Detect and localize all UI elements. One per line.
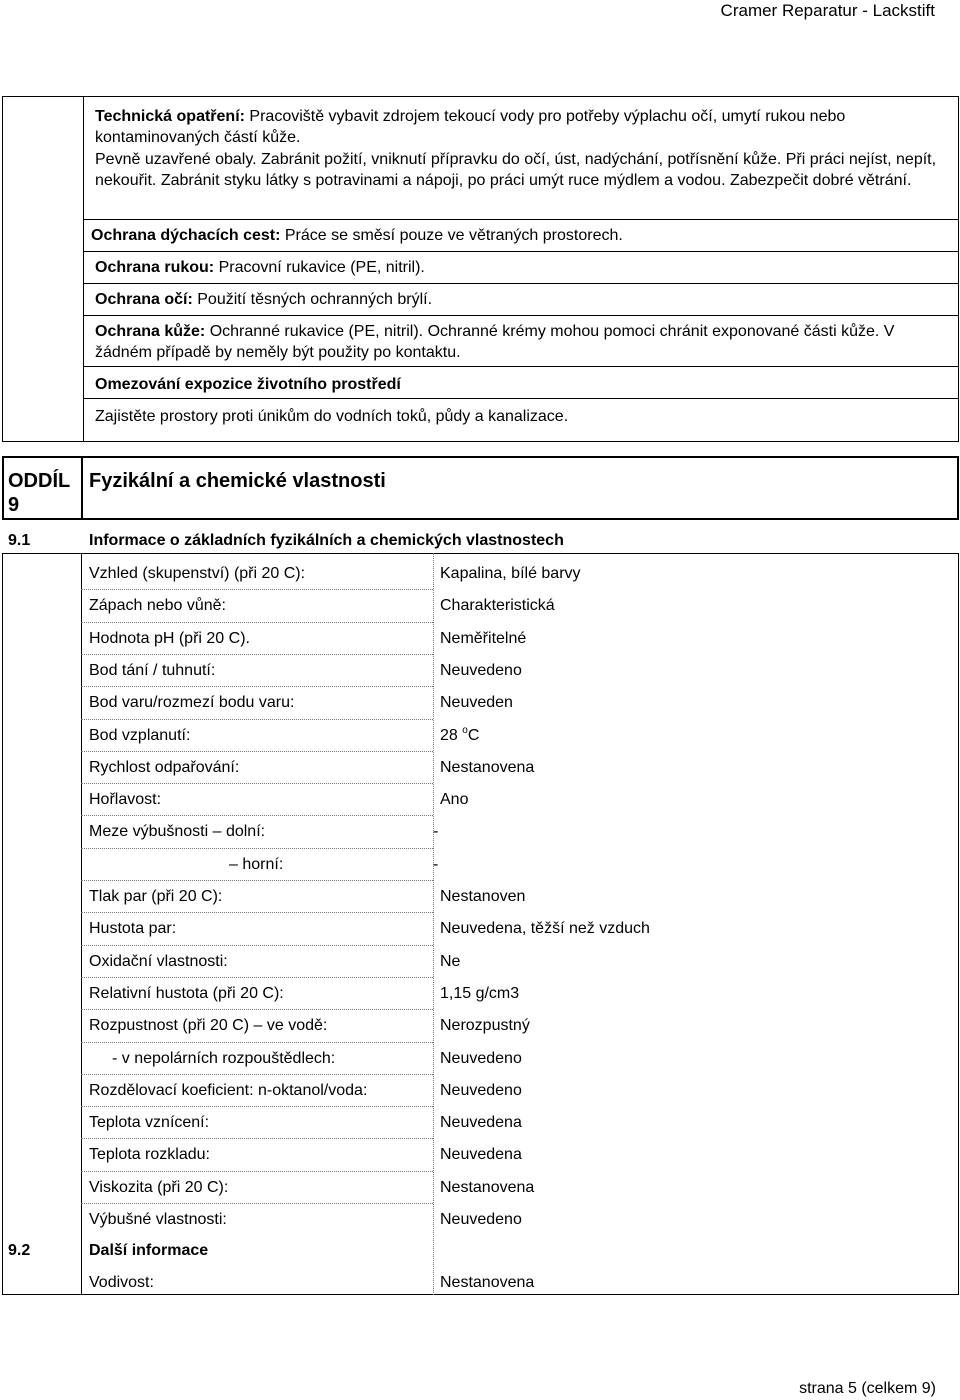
property-value: Neměřitelné: [440, 630, 527, 647]
property-label: Rozpustnost (při 20 C) – ve vodě:: [89, 1017, 328, 1034]
hand-protection-text: Pracovní rukavice (PE, nitril).: [214, 259, 425, 276]
property-row-separator: [81, 1042, 433, 1043]
property-label: Bod varu/rozmezí bodu varu:: [89, 694, 295, 711]
property-value: Neuvedena, těžší než vzduch: [440, 920, 650, 937]
environmental-exposure-text: Zajistěte prostory proti únikům do vodních toků, půdy a kanalizace.: [95, 408, 569, 425]
property-label: Rychlost odpařování:: [89, 759, 240, 776]
property-label: Teplota vznícení:: [89, 1114, 210, 1131]
eye-protection-text: Použití těsných ochranných brýlí.: [192, 291, 433, 308]
property-row-separator: [81, 783, 433, 784]
skin-protection-text: Ochranné rukavice (PE, nitril). Ochranné krémy mohou pomoci chránit exponované části kůže. V žádném případě by neměly být použity po kontaktu.: [95, 323, 895, 361]
document-header-title: Cramer Reparatur - Lackstift: [720, 1, 935, 20]
property-label: Bod tání / tuhnutí:: [89, 662, 216, 679]
property-label: Relativní hustota (při 20 C):: [89, 985, 284, 1002]
property-value: Ne: [440, 953, 461, 970]
property-label: Bod vzplanutí:: [89, 727, 191, 744]
skin-protection: [95, 322, 955, 364]
property-row-separator: [81, 1009, 433, 1010]
eye-protection: [95, 290, 432, 311]
technical-measures-label: Technická opatření:: [95, 108, 245, 125]
property-row-separator: [81, 945, 433, 946]
property-value: Ano: [440, 791, 469, 808]
property-value: Nestanovena: [440, 759, 535, 776]
property-row-separator: [81, 654, 433, 655]
property-value: Nestanoven: [440, 888, 526, 905]
section8-divider: [83, 96, 84, 442]
eye-protection-label: Ochrana očí:: [95, 291, 193, 308]
technical-measures: [95, 107, 955, 149]
property-value: Neuvedeno: [440, 1211, 522, 1228]
section8-row-sep-4: [83, 315, 959, 316]
property-value: Neuvedena: [440, 1114, 522, 1131]
hand-protection-label: Ochrana rukou:: [95, 259, 215, 276]
property-label: Zápach nebo vůně:: [89, 597, 226, 614]
section9-number-line2: 9: [8, 494, 20, 516]
property-value: -: [433, 823, 439, 840]
property-row-separator: [81, 751, 433, 752]
respiratory-protection-label: Ochrana dýchacích cest:: [91, 227, 281, 244]
property-label: Výbušné vlastnosti:: [89, 1211, 227, 1228]
technical-measures-text: Pracoviště vybavit zdrojem tekoucí vody pro potřeby výplachu očí, umytí rukou nebo kontaminovaných částí kůže.: [95, 108, 846, 146]
property-row-separator: [81, 815, 433, 816]
properties-table-value-divider: [433, 553, 434, 1295]
property-label: Meze výbušnosti – dolní:: [89, 823, 266, 840]
hand-protection: [95, 258, 425, 279]
section9-title: Fyzikální a chemické vlastnosti: [89, 470, 386, 492]
property-row-separator: [81, 977, 433, 978]
property-value: Kapalina, bílé barvy: [440, 565, 581, 582]
property-value: Neuvedeno: [440, 662, 522, 679]
skin-protection-label: Ochrana kůže:: [95, 323, 206, 340]
properties-table-left-divider: [81, 553, 82, 1295]
page-number: strana 5 (celkem 9): [799, 1380, 936, 1397]
extra-property-label: Vodivost:: [89, 1274, 154, 1291]
degree-superscript: o: [462, 725, 468, 736]
respiratory-protection-text: Práce se směsí pouze ve větraných prostorech.: [280, 227, 623, 244]
property-row-separator: [81, 1203, 433, 1204]
property-value: Nestanovena: [440, 1179, 535, 1196]
property-row-separator: [81, 589, 433, 590]
property-value: -: [433, 856, 439, 873]
subsection-9-2-number: 9.2: [8, 1242, 31, 1259]
property-value: Neuvedeno: [440, 1050, 522, 1067]
subsection-9-1-title: Informace o základních fyzikálních a chemických vlastnostech: [89, 532, 564, 549]
property-label: – horní:: [229, 856, 284, 873]
section8-row-sep-5: [83, 366, 959, 367]
environmental-exposure-label: Omezování expozice životního prostředí: [95, 376, 401, 393]
property-row-separator: [81, 848, 433, 849]
property-row-separator: [81, 880, 433, 881]
handling-text: [95, 150, 955, 192]
property-value-unit: C: [467, 727, 480, 744]
section9-number-line1: ODDÍL: [8, 470, 71, 492]
property-row-separator: [81, 1171, 433, 1172]
property-value: Charakteristická: [440, 597, 555, 614]
property-row-separator: [81, 1106, 433, 1107]
property-row-separator: [81, 1138, 433, 1139]
property-label: Hustota par:: [89, 920, 177, 937]
property-label: Hodnota pH (při 20 C).: [89, 630, 250, 647]
respiratory-protection: [91, 226, 623, 247]
property-row-separator: [81, 912, 433, 913]
property-label: Teplota rozkladu:: [89, 1146, 210, 1163]
property-label: - v nepolárních rozpouštědlech:: [112, 1050, 336, 1067]
property-value: [440, 726, 479, 747]
subsection-9-2-title: Další informace: [89, 1242, 209, 1259]
section9-header-divider: [81, 456, 83, 520]
property-value: 1,15 g/cm3: [440, 985, 520, 1002]
property-row-separator: [81, 1074, 433, 1075]
property-label: Hořlavost:: [89, 791, 162, 808]
property-value: Neuvedena: [440, 1146, 522, 1163]
property-label: Rozdělovací koeficient: n-oktanol/voda:: [89, 1082, 368, 1099]
handling-text-body: Pevně uzavřené obaly. Zabránit požití, vniknutí přípravku do očí, úst, nadýchání, potřísnění kůže. Při práci nejíst, nepít, nekouřit. Zabránit styku látky s potravinami a nápoji, po práci umýt ruce mýdlem a vodou. Zabezpečit dobré větrání.: [95, 151, 937, 189]
property-row-separator: [81, 622, 433, 623]
section8-row-sep-3: [83, 283, 959, 284]
extra-property-value: Nestanovena: [440, 1274, 535, 1291]
property-label: Oxidační vlastnosti:: [89, 953, 228, 970]
property-value-number: 28: [440, 727, 458, 744]
subsection-9-1-number: 9.1: [8, 532, 31, 549]
property-label: Vzhled (skupenství) (při 20 C):: [89, 565, 306, 582]
property-row-separator: [81, 719, 433, 720]
property-value: Neuvedeno: [440, 1082, 522, 1099]
section8-row-sep-1: [83, 219, 959, 220]
property-value: Neuveden: [440, 694, 513, 711]
section8-row-sep-6: [83, 398, 959, 399]
property-label: Tlak par (při 20 C):: [89, 888, 223, 905]
property-label: Viskozita (při 20 C):: [89, 1179, 229, 1196]
property-value: Nerozpustný: [440, 1017, 530, 1034]
property-row-separator: [81, 686, 433, 687]
section8-row-sep-2: [83, 251, 959, 252]
